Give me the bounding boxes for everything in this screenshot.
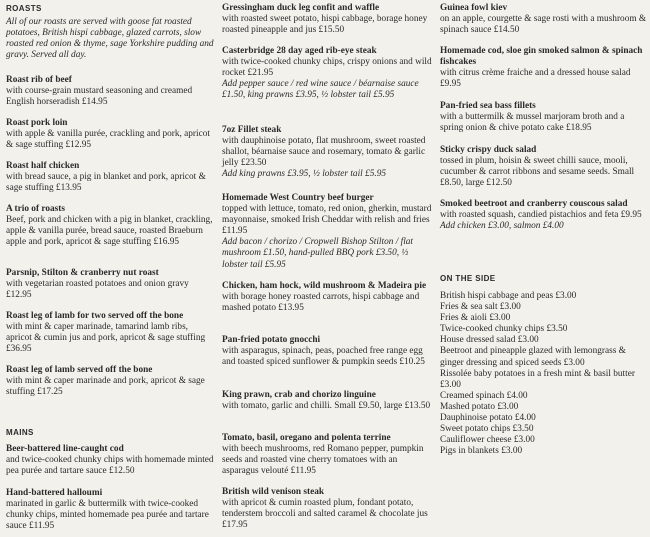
item-name: Casterbridge 28 day aged rib-eye steak (222, 46, 377, 56)
item-desc: with mint & caper marinade and pork, apricot & sage stuffing £17.25 (6, 376, 205, 398)
item-name: Beer-battered line-caught cod (6, 444, 124, 454)
item-name: Gressingham duck leg confit and waffle (222, 3, 380, 13)
list-item: British hispi cabbage and peas £3.00 (440, 291, 577, 301)
item-desc: with a buttermilk & mussel marjoram broth and a spring onion & chive potato cake £18.95 (440, 112, 625, 134)
item-desc: on an apple, courgette & sage rosti with a mushroom & spinach sauce £14.50 (440, 14, 647, 36)
menu-item (440, 3, 648, 36)
item-desc: with borage honey roasted carrots, hispi cabbage and mashed potato £13.95 (222, 292, 420, 314)
on-the-side-heading: ON THE SIDE (440, 274, 496, 283)
menu-item (222, 3, 434, 36)
roasts-intro: All of our roasts are served with goose fat roasted potatoes, British hispi cabbage, glazed carrots, slow roasted red onion & thyme, sage Yorkshire pudding and gravy. Served all day. (6, 17, 214, 61)
item-name: Hand-battered halloumi (6, 488, 103, 498)
item-desc: topped with lettuce, tomato, red onion, gherkin, mustard mayonnaise, smoked Irish Cheddar with relish and fries £11.95 (222, 204, 432, 237)
item-desc: with bread sauce, a pig in blanket and pork, apricot & sage stuffing £13.95 (6, 172, 206, 194)
item-name: Guinea fowl kiev (440, 3, 508, 13)
menu-item (6, 118, 216, 151)
menu-item (6, 488, 216, 532)
menu-item (6, 75, 216, 108)
list-item: Mashed potato £3.00 (440, 401, 519, 412)
item-desc: with twice-cooked chunky chips, crispy onions and wild rocket £21.95 (222, 57, 432, 79)
item-desc: with vegetarian roasted potatoes and onion gravy £12.95 (6, 279, 189, 301)
menu-item (222, 390, 434, 412)
item-desc: with citrus crème fraiche and a dressed house salad £9.95 (440, 68, 631, 90)
list-item: Pigs in blankets £3.00 (440, 446, 523, 457)
item-desc: with course-grain mustard seasoning and creamed English horseradish £14.95 (6, 86, 193, 108)
menu-item (6, 204, 216, 248)
item-extras: Add chicken £3.00, salmon £4.00 (440, 221, 564, 232)
item-name: Sticky crispy duck salad (440, 145, 537, 155)
menu-item (440, 199, 648, 232)
item-desc: with roasted sweet potato, hispi cabbage, borage honey roasted pineapple and jus £15.50 (222, 14, 428, 36)
item-desc: tossed in plum, hoisin & sweet chilli sauce, mooli, cucumber & carrot ribbons and sesame seeds. Small £8.50, large £12.50 (440, 156, 635, 189)
item-extras: Add king prawns £3.95, ½ lobster tail £5.95 (222, 169, 386, 180)
menu-item (222, 125, 434, 180)
item-desc: with asparagus, spinach, peas, poached free range egg and toasted spiced sunflower & pumpkin seeds £10.25 (222, 346, 425, 368)
item-name: King prawn, crab and chorizo linguine (222, 390, 376, 400)
item-name: Roast pork loin (6, 118, 68, 128)
item-desc: and twice-cooked chunky chips with homemade minted pea purée and tartare sauce £12.50 (6, 455, 214, 477)
item-desc: with apricot & cumin roasted plum, fondant potato, tenderstem broccoli and salted caramel & chocolate jus £17.95 (222, 498, 428, 531)
list-item: Cauliflower cheese £3.00 (440, 435, 535, 446)
menu-item (222, 193, 434, 271)
item-desc: with beech mushrooms, red Romano pepper, pumpkin seeds and roasted vine cherry tomatoes with an asparagus velouté £11.95 (222, 444, 424, 477)
mains-heading: MAINS (6, 428, 34, 437)
item-name: Tomato, basil, oregano and polenta terrine (222, 433, 391, 443)
item-name: Homemade cod, sloe gin smoked salmon & spinach fishcakes (440, 46, 643, 68)
menu-item (440, 46, 648, 90)
item-extras: Add pepper sauce / red wine sauce / béarnaise sauce £1.50, king prawns £3.95, ½ lobster tail £5.95 (222, 79, 419, 101)
item-name: 7oz Fillet steak (222, 125, 282, 135)
menu-item (6, 161, 216, 194)
item-desc: marinated in garlic & buttermilk with twice-cooked chunky chips, minted homemade pea purée and tartare sauce £11.95 (6, 499, 209, 532)
list-item: Beetroot and pineapple glazed with lemongrass & ginger dressing and spiced seeds £3.00 (440, 346, 626, 368)
side-dishes-list (440, 291, 648, 457)
menu-item (440, 145, 648, 189)
item-desc: with tomato, garlic and chilli. Small £9.50, large £13.50 (222, 401, 431, 412)
list-item: Rissolée baby potatoes in a fresh mint & basil butter £3.00 (440, 368, 635, 390)
item-name: Smoked beetroot and cranberry couscous salad (440, 199, 628, 209)
menu-item (6, 444, 216, 477)
list-item: Creamed spinach £4.00 (440, 390, 528, 401)
item-name: Roast leg of lamb for two served off the bone (6, 311, 184, 321)
menu-item (222, 433, 434, 477)
menu-item (222, 46, 434, 101)
item-name: Roast half chicken (6, 161, 80, 171)
list-item: Fries & aioli £3.00 (440, 313, 511, 324)
list-item: Dauphinoise potato £4.00 (440, 413, 536, 424)
menu-item (440, 101, 648, 134)
menu-item (222, 335, 434, 368)
item-desc: Beef, pork and chicken with a pig in blanket, crackling, apple & vanilla purée, bread sauce, roasted Braeburn apple and pork, apricot & sage stuffing £16.95 (6, 215, 213, 248)
item-desc: with roasted squash, candied pistachios and feta £9.95 (440, 210, 642, 221)
roasts-heading: ROASTS (6, 4, 42, 13)
menu-item (6, 268, 216, 301)
item-desc: with mint & caper marinade, tamarind lamb ribs, apricot & cumin jus and pork, apricot & sage stuffing £36.95 (6, 322, 206, 355)
item-name: Roast rib of beef (6, 75, 72, 85)
menu-item (222, 281, 434, 314)
item-name: British wild venison steak (222, 487, 325, 497)
item-name: Roast leg of lamb served off the bone (6, 365, 153, 375)
item-name: Parsnip, Stilton & cranberry nut roast (6, 268, 159, 278)
item-name: Pan-fried potato gnocchi (222, 335, 321, 345)
item-desc: with dauphinoise potato, flat mushroom, sweet roasted shallot, béarnaise sauce and rosemary, tomato & garlic jelly £23.50 (222, 136, 426, 169)
item-name: Pan-fried sea bass fillets (440, 101, 536, 111)
list-item: Fries & sea salt £3.00 (440, 302, 521, 313)
item-extras: Add bacon / chorizo / Cropwell Bishop Stilton / flat mushroom £1.50, hand-pulled BBQ pork £3.50, ½ lobster tail £5.95 (222, 237, 414, 270)
menu-item (222, 487, 434, 531)
list-item: Sweet potato chips £3.50 (440, 424, 534, 435)
item-name: Homemade West Country beef burger (222, 193, 374, 203)
item-desc: with apple & vanilla purée, crackling and pork, apricot & sage stuffing £12.95 (6, 129, 210, 151)
list-item: House dressed salad £3.00 (440, 335, 539, 346)
menu-item (6, 311, 216, 355)
list-item: Twice-cooked chunky chips £3.50 (440, 324, 568, 335)
menu-item (6, 365, 216, 398)
item-name: Chicken, ham hock, wild mushroom & Madeira pie (222, 281, 427, 291)
item-name: A trio of roasts (6, 204, 65, 214)
